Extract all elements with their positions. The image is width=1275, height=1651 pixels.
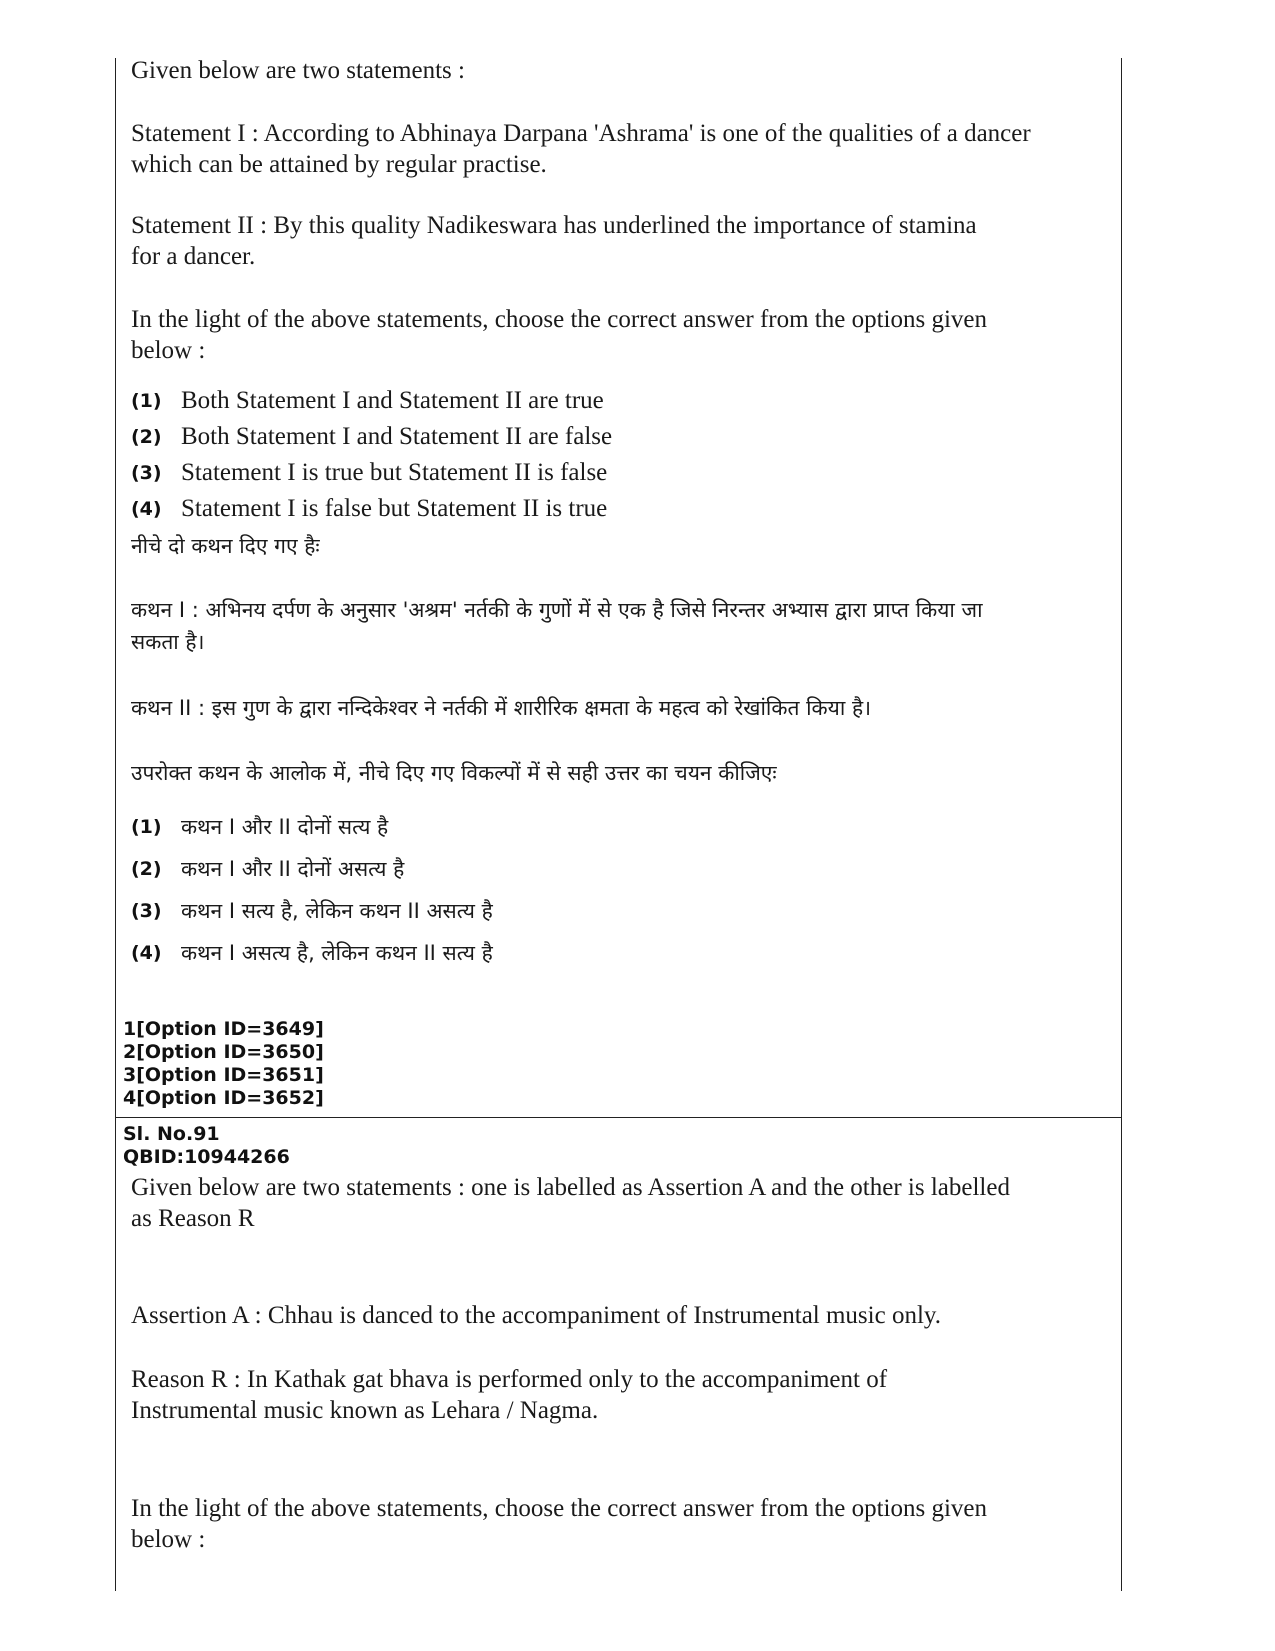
q91-intro: Given below are two statements : one is labelled as Assertion A and the other is labelled as Reason R	[131, 1174, 1010, 1232]
option-number: (4)	[131, 498, 162, 520]
q90-hindi-option-3[interactable]	[131, 894, 493, 928]
option-number: (3)	[131, 462, 162, 484]
option-text: कथन I असत्य है, लेकिन कथन II सत्य है	[181, 941, 493, 965]
question-divider	[115, 1117, 1122, 1118]
q91-header	[123, 1123, 290, 1169]
option-id: 2[Option ID=3650]	[123, 1041, 324, 1063]
option-id-list	[123, 1018, 324, 1110]
q90-statement-2: Statement II : By this quality Nadikeswara has underlined the importance of stamina for a dancer.	[131, 212, 977, 270]
option-text: कथन I सत्य है, लेकिन कथन II असत्य है	[181, 899, 493, 923]
serial-number: Sl. No.91	[123, 1123, 220, 1145]
q90-option-4[interactable]	[131, 492, 607, 526]
option-text: कथन I और II दोनों सत्य है	[181, 815, 389, 839]
q90-hindi-statement-1: कथन I : अभिनय दर्पण के अनुसार 'अश्रम' नर्तकी के गुणों में से एक है जिसे निरन्तर अभ्यास द्वारा प्राप्त किया जा सकता है।	[131, 598, 983, 654]
option-number: (2)	[131, 426, 162, 448]
q90-hindi-option-2[interactable]	[131, 852, 404, 886]
q91-assertion: Assertion A : Chhau is danced to the accompaniment of Instrumental music only.	[131, 1302, 942, 1329]
q90-hindi-instruction: उपरोक्त कथन के आलोक में, नीचे दिए गए विकल्पों में से सही उत्तर का चयन कीजिएः	[131, 761, 777, 785]
q91-reason: Reason R : In Kathak gat bhava is performed only to the accompaniment of Instrumental music known as Lehara / Nagma.	[131, 1366, 888, 1424]
option-id: 4[Option ID=3652]	[123, 1087, 324, 1109]
option-number: (1)	[131, 816, 162, 838]
option-text: Both Statement I and Statement II are false	[181, 423, 613, 450]
q90-hindi-option-1[interactable]	[131, 810, 388, 844]
q90-statement-1: Statement I : According to Abhinaya Darpana 'Ashrama' is one of the qualities of a dancer which can be attained by regular practise.	[131, 120, 1031, 178]
option-number: (3)	[131, 900, 162, 922]
option-id: 3[Option ID=3651]	[123, 1064, 324, 1086]
option-number: (2)	[131, 858, 162, 880]
option-number: (1)	[131, 390, 162, 412]
q90-hindi-intro: नीचे दो कथन दिए गए हैः	[131, 534, 320, 558]
q90-option-3[interactable]	[131, 456, 607, 490]
option-number: (4)	[131, 942, 162, 964]
qbid: QBID:10944266	[123, 1146, 290, 1168]
option-id: 1[Option ID=3649]	[123, 1018, 324, 1040]
q90-intro: Given below are two statements :	[131, 57, 465, 84]
q90-option-1[interactable]	[131, 384, 604, 418]
option-text: कथन I और II दोनों असत्य है	[181, 857, 405, 881]
q90-hindi-option-4[interactable]	[131, 936, 493, 970]
q90-instruction: In the light of the above statements, choose the correct answer from the options given below :	[131, 306, 987, 364]
option-text: Both Statement I and Statement II are true	[181, 387, 604, 414]
q90-hindi-statement-2: कथन II : इस गुण के द्वारा नन्दिकेश्वर ने नर्तकी में शारीरिक क्षमता के महत्व को रेखांकित किया है।	[131, 696, 872, 720]
q91-instruction: In the light of the above statements, choose the correct answer from the options given below :	[131, 1495, 987, 1553]
option-text: Statement I is true but Statement II is false	[181, 459, 608, 486]
q90-option-2[interactable]	[131, 420, 612, 454]
option-text: Statement I is false but Statement II is true	[181, 495, 608, 522]
